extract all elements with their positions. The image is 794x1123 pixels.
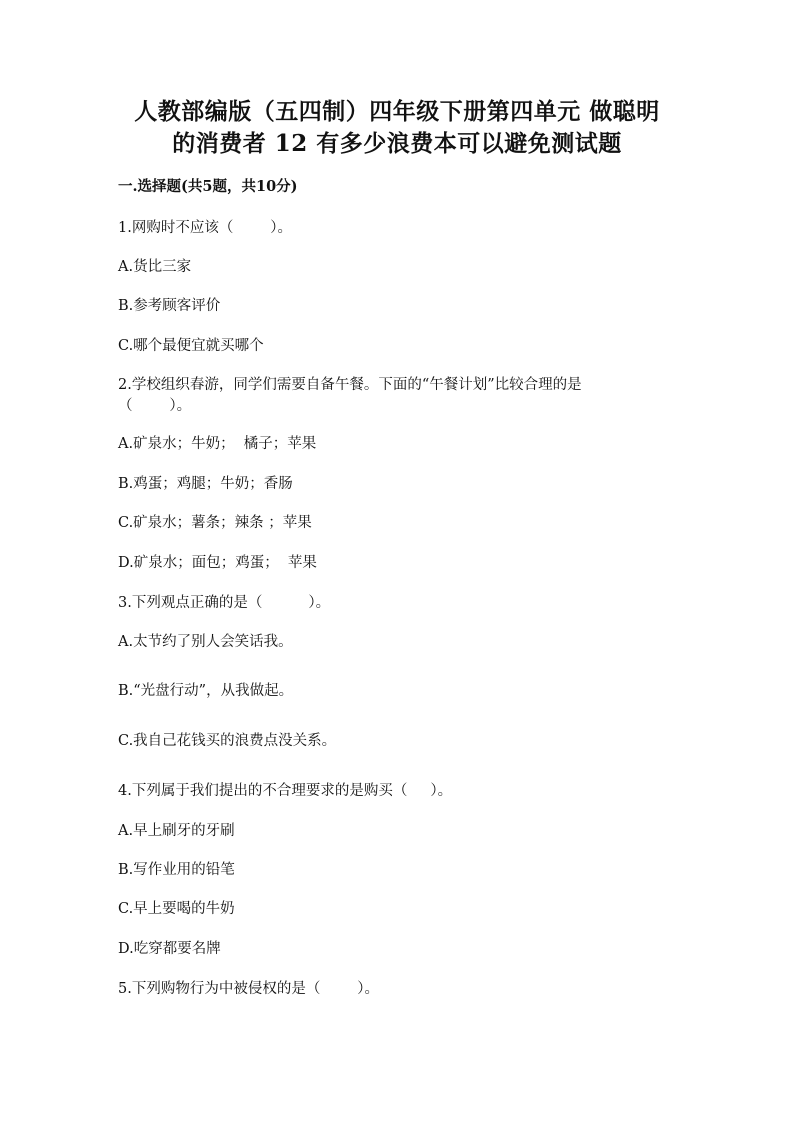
question-3-stem: 3.下列观点正确的是（ ）。 [118,595,331,611]
question-3-option-c: C.我自己花钱买的浪费点没关系。 [118,733,337,749]
question-3-option-b: B.“光盘行动”，从我做起。 [118,683,294,699]
question-4-option-b: B.写作业用的铅笔 [118,862,235,878]
question-4-stem: 4.下列属于我们提出的不合理要求的是购买（ ）。 [118,783,453,799]
document-title-line-1: 人教部编版（五四制）四年级下册第四单元 做聪明 [134,98,660,125]
question-1-option-c: C.哪个最便宜就买哪个 [118,338,264,354]
question-1-option-a: A.货比三家 [118,259,192,275]
question-2-option-c: C.矿泉水；薯条；辣条 ；苹果 [118,515,312,531]
question-1-stem: 1.网购时不应该（ ）。 [118,220,292,236]
question-3-option-a: A.太节约了别人会笑话我。 [118,634,293,650]
question-2-option-a: A.矿泉水；牛奶； 橘子；苹果 [118,436,317,452]
question-2-stem: 2.学校组织春游，同学们需要自备午餐。下面的“午餐计划”比较合理的是 [118,377,582,393]
question-4-option-c: C.早上要喝的牛奶 [118,901,235,917]
document-title-line-2: 的消费者 12 有多少浪费本可以避免测试题 [172,130,622,157]
question-2-stem-continued: （ ）。 [118,398,192,414]
question-2-option-b: B.鸡蛋；鸡腿；牛奶；香肠 [118,476,293,492]
question-1-option-b: B.参考顾客评价 [118,298,221,314]
question-4-option-d: D.吃穿都要名牌 [118,941,221,957]
question-4-option-a: A.早上刷牙的牙刷 [118,823,235,839]
question-2-option-d: D.矿泉水；面包；鸡蛋； 苹果 [118,555,317,571]
question-5-stem: 5.下列购物行为中被侵权的是（ ）。 [118,981,379,997]
section-heading: 一.选择题(共5题，共10分) [118,178,298,195]
